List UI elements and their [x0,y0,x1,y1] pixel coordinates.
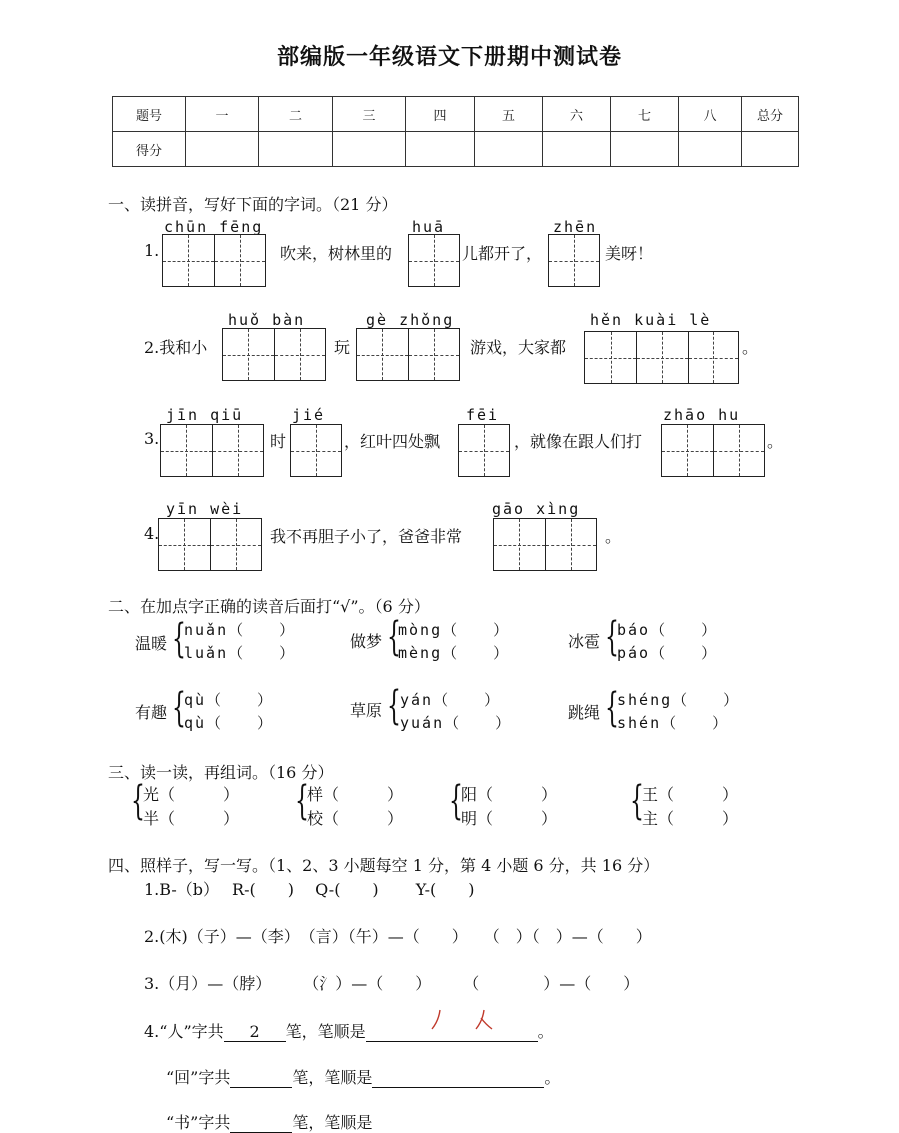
reading-option[interactable]: yuán（ ） [400,714,513,732]
reading-option[interactable]: qù（ ） [184,714,275,732]
stroke-question-text: 4.“人”字共 [144,1022,224,1041]
question-number: 1. [144,241,160,260]
score-row-label: 得分 [113,132,186,167]
brace: { [172,616,186,662]
tianzige-box[interactable] [408,234,460,287]
question-number: 3. [144,429,160,448]
pinyin: gè zhǒng [366,311,455,329]
handwritten-stroke-order [428,1006,508,1036]
question-text: ，就像在跟人们打 [514,432,643,451]
reading-option[interactable]: báo（ ） [617,621,719,639]
score-cell[interactable] [742,132,799,167]
tianzige-box[interactable] [222,328,326,381]
score-cell[interactable] [543,132,611,167]
exercise-line[interactable]: 1.B-（b） R-( ) Q-( ) Y-( ) [144,880,475,899]
score-header-cell: 一 [186,97,259,132]
score-header-cell: 总分 [742,97,799,132]
question-number: 2.我和小 [144,338,208,357]
pinyin: huā [412,218,446,236]
tianzige-box[interactable] [356,328,460,381]
period: 。 [537,1022,554,1041]
score-header-cell: 题号 [113,97,186,132]
pinyin: jīn qiū [166,406,244,424]
brace: { [172,685,186,731]
pinyin: zhēn [553,218,598,236]
score-header-cell: 八 [679,97,742,132]
stroke-question-text: “书”字共 [166,1113,231,1132]
reading-option[interactable]: mòng（ ） [398,621,511,639]
brace: { [387,683,401,729]
score-header-cell: 三 [333,97,406,132]
question-text: 游戏，大家都 [470,338,567,357]
tianzige-box[interactable] [158,518,262,571]
question-text: 时 [270,432,287,451]
score-cell[interactable] [611,132,679,167]
stroke-count-blank[interactable] [230,1113,292,1133]
reading-option[interactable]: páo（ ） [617,644,719,662]
tianzige-box[interactable] [458,424,510,477]
brace: { [605,685,619,731]
brace: { [295,778,309,824]
period: 。 [544,1068,561,1087]
score-cell[interactable] [679,132,742,167]
score-cell[interactable] [406,132,475,167]
pinyin: yīn wèi [166,500,244,518]
section1-heading: 一、读拼音，写好下面的字词。（21 分） [108,195,398,214]
word: 冰雹 [568,632,601,651]
brace: { [605,614,619,660]
score-header-cell: 四 [406,97,475,132]
brace: { [630,778,644,824]
reading-option[interactable]: luǎn（ ） [184,644,297,662]
pinyin: jié [292,406,326,424]
reading-option[interactable]: qù（ ） [184,691,275,709]
question-text: 。 [767,432,784,451]
exercise-line[interactable]: 2.(木)（子）—（李） （言）（午）—（ ） （ ）（ ）—（ ） [144,927,652,946]
stroke-question-text: 笔，笔顺是 [292,1113,373,1132]
word-group-blank[interactable]: 校（ ） [307,809,404,828]
word: 温暖 [135,634,168,653]
brace: { [131,778,145,824]
score-header-cell: 五 [475,97,543,132]
question-number: 4. [144,524,160,543]
pinyin: huǒ bàn [228,311,306,329]
word: 做梦 [350,632,383,651]
question-text: 玩 [334,338,351,357]
reading-option[interactable]: shéng（ ） [617,691,741,709]
stroke-count-blank[interactable] [230,1068,292,1088]
question-text: 。 [605,527,622,546]
word: 跳绳 [568,703,601,722]
question-text: 儿都开了， [462,244,543,263]
tianzige-box[interactable] [493,518,597,571]
word-group-blank[interactable]: 王（ ） [642,785,739,804]
page-title: 部编版一年级语文下册期中测试卷 [276,45,622,70]
stroke-question-text: “回”字共 [166,1068,231,1087]
score-header-cell: 六 [543,97,611,132]
pinyin: chūn fēng [164,218,264,236]
reading-option[interactable]: shén（ ） [617,714,730,732]
word-group-blank[interactable]: 样（ ） [307,785,404,804]
word-group-blank[interactable]: 阳（ ） [461,785,558,804]
score-cell[interactable] [475,132,543,167]
tianzige-box[interactable] [548,234,600,287]
question-text: 吹来，树林里的 [280,244,393,263]
stroke-count-blank[interactable]: 2 [224,1022,286,1042]
word: 有趣 [135,703,168,722]
score-table-header-row [113,97,799,132]
question-text: 美呀！ [605,244,654,263]
tianzige-box[interactable] [661,424,765,477]
stroke-question-text: 笔，笔顺是 [292,1068,373,1087]
pinyin: fēi [466,406,500,424]
brace: { [449,778,463,824]
word: 草原 [350,701,383,720]
tianzige-box[interactable] [162,234,266,287]
score-table-score-row [113,132,799,167]
question-text: 我不再胆子小了，爸爸非常 [270,527,463,546]
pinyin: hěn kuài lè [590,311,712,329]
word-group-blank[interactable]: 主（ ） [642,809,739,828]
pinyin: zhāo hu [663,406,741,424]
question-text: ，红叶四处飘 [344,432,441,451]
score-cell[interactable] [186,132,259,167]
tianzige-box[interactable] [290,424,342,477]
question-text: 。 [742,338,759,357]
stroke-question [166,1065,560,1088]
reading-option[interactable]: nuǎn（ ） [184,621,297,639]
word-group-blank[interactable]: 明（ ） [461,809,558,828]
reading-option[interactable]: mèng（ ） [398,644,511,662]
section4-heading: 四、照样子，写一写。（1、2、3 小题每空 1 分，第 4 小题 6 分，共 16 分） [108,856,660,875]
reading-option[interactable]: yán（ ） [400,691,502,709]
exercise-line[interactable]: 3.（月）—（脖） （氵）—（ ） （ ）—（ ） [144,974,640,993]
score-cell[interactable] [259,132,333,167]
stroke-question-text: 笔，笔顺是 [285,1022,366,1041]
section2-heading: 二、在加点字正确的读音后面打“√”。（6 分） [108,597,430,616]
word-group-blank[interactable]: 光（ ） [143,785,240,804]
pinyin: gāo xìng [492,500,581,518]
section3-heading: 三、读一读，再组词。（16 分） [108,763,334,782]
stroke-order-blank[interactable] [372,1068,544,1088]
score-header-cell: 七 [611,97,679,132]
tianzige-box[interactable] [160,424,264,477]
brace: { [387,614,401,660]
score-cell[interactable] [333,132,406,167]
tianzige-box[interactable] [584,331,739,384]
score-header-cell: 二 [259,97,333,132]
word-group-blank[interactable]: 半（ ） [143,809,240,828]
score-table [112,96,799,167]
